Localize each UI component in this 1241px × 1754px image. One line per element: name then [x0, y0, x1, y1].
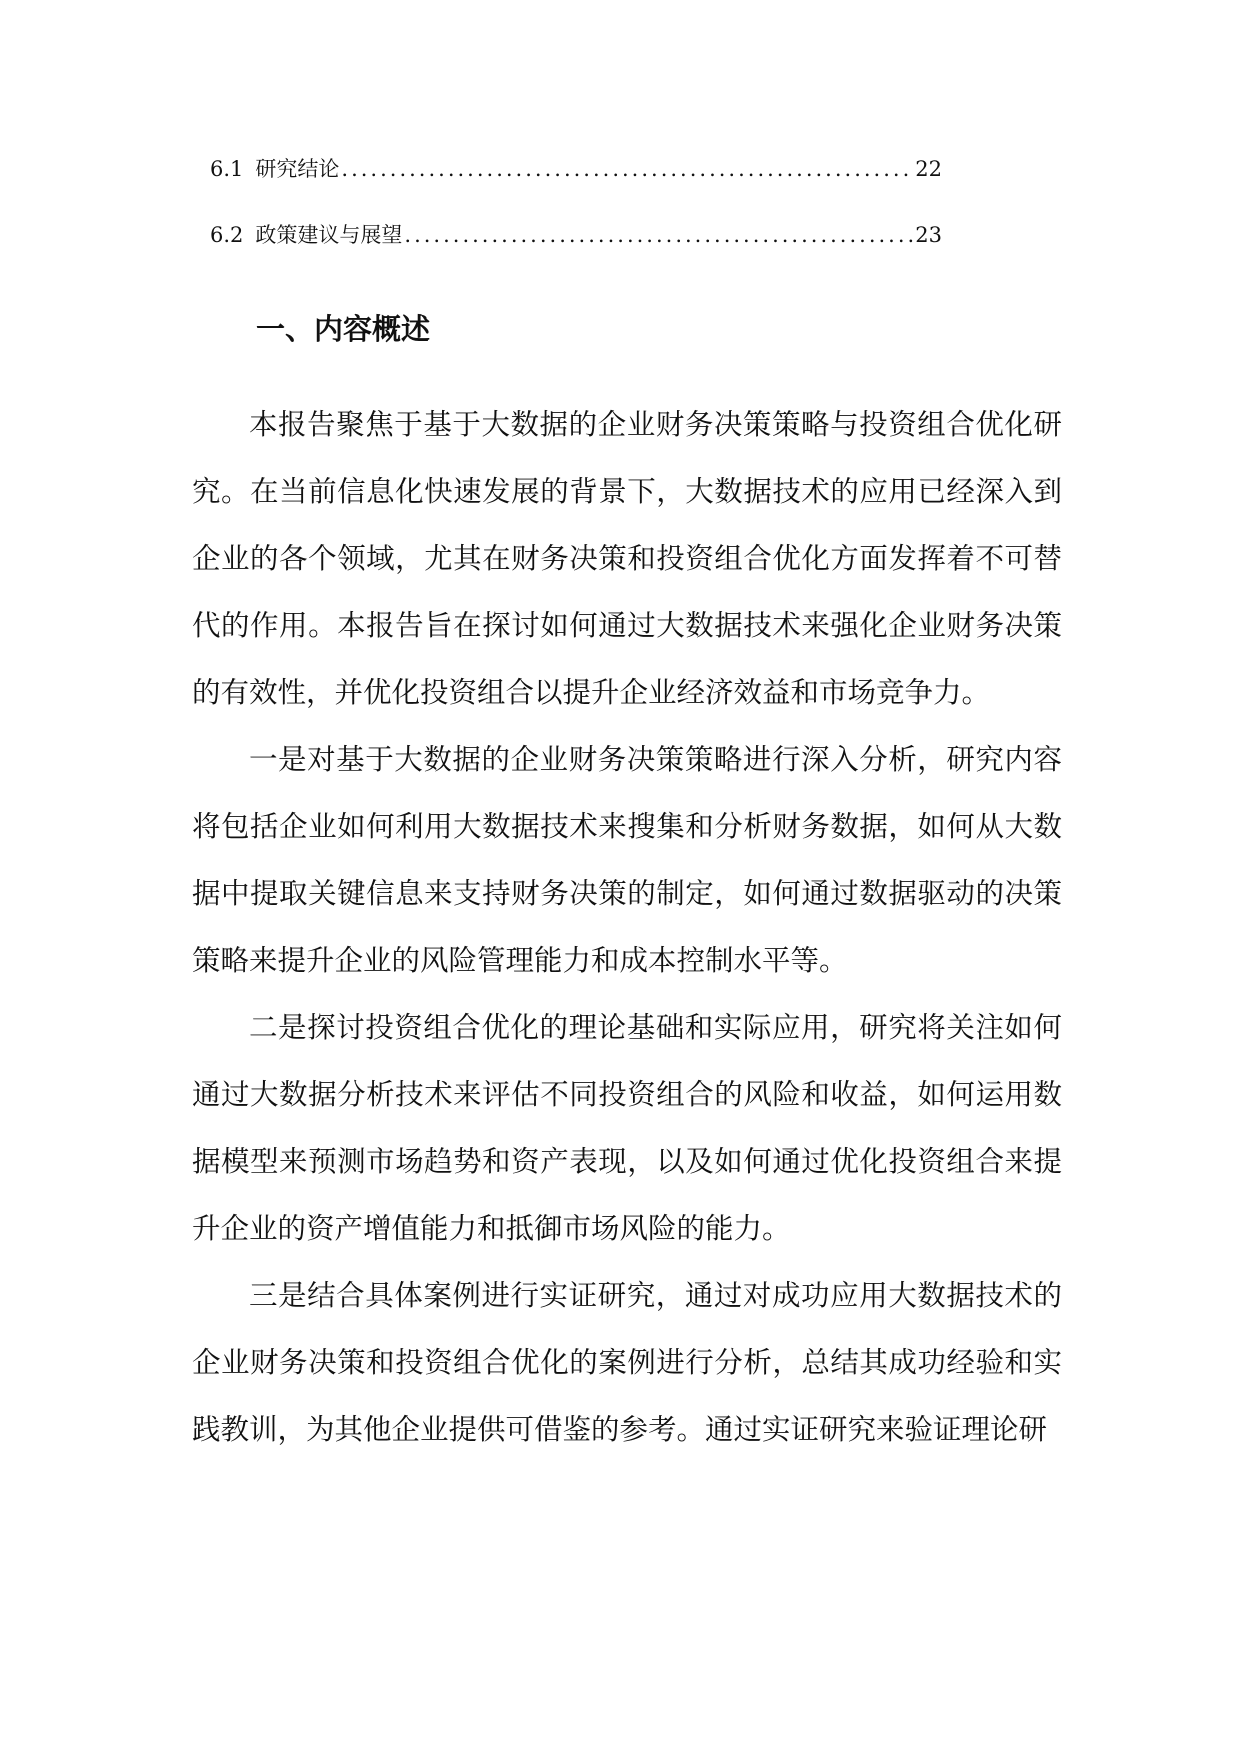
toc-entry-page: 23	[915, 223, 942, 247]
toc-entry-number: 6.1	[210, 157, 244, 181]
section-body	[192, 391, 1062, 1463]
toc-entry-title: 研究结论	[255, 157, 340, 181]
toc-dot-leader	[404, 214, 913, 256]
body-paragraph: 三是结合具体案例进行实证研究，通过对成功应用大数据技术的企业财务决策和投资组合优化的案例进行分析，总结其成功经验和实践教训，为其他企业提供可借鉴的参考。通过实证研究来验证理论研	[192, 1279, 1062, 1446]
toc-entry[interactable]	[210, 214, 942, 256]
body-paragraph: 一是对基于大数据的企业财务决策策略进行深入分析，研究内容将包括企业如何利用大数据技术来搜集和分析财务数据，如何从大数据中提取关键信息来支持财务决策的制定，如何通过数据驱动的决策策略来提升企业的风险管理能力和成本控制水平等。	[192, 743, 1062, 977]
toc-dot-leader	[341, 148, 913, 190]
body-paragraph: 二是探讨投资组合优化的理论基础和实际应用，研究将关注如何通过大数据分析技术来评估不同投资组合的风险和收益，如何运用数据模型来预测市场趋势和资产表现，以及如何通过优化投资组合来提升企业的资产增值能力和抵御市场风险的能力。	[192, 1011, 1062, 1245]
toc-entry-number: 6.2	[210, 223, 244, 247]
toc-entry-title: 政策建议与展望	[255, 223, 403, 247]
section-heading: 一、内容概述	[256, 312, 431, 346]
toc-entry-page: 22	[915, 157, 942, 181]
table-of-contents	[210, 148, 942, 280]
body-paragraph: 本报告聚焦于基于大数据的企业财务决策策略与投资组合优化研究。在当前信息化快速发展的背景下，大数据技术的应用已经深入到企业的各个领域，尤其在财务决策和投资组合优化方面发挥着不可替代的作用。本报告旨在探讨如何通过大数据技术来强化企业财务决策的有效性，并优化投资组合以提升企业经济效益和市场竞争力。	[192, 408, 1062, 709]
toc-entry[interactable]	[210, 148, 942, 190]
